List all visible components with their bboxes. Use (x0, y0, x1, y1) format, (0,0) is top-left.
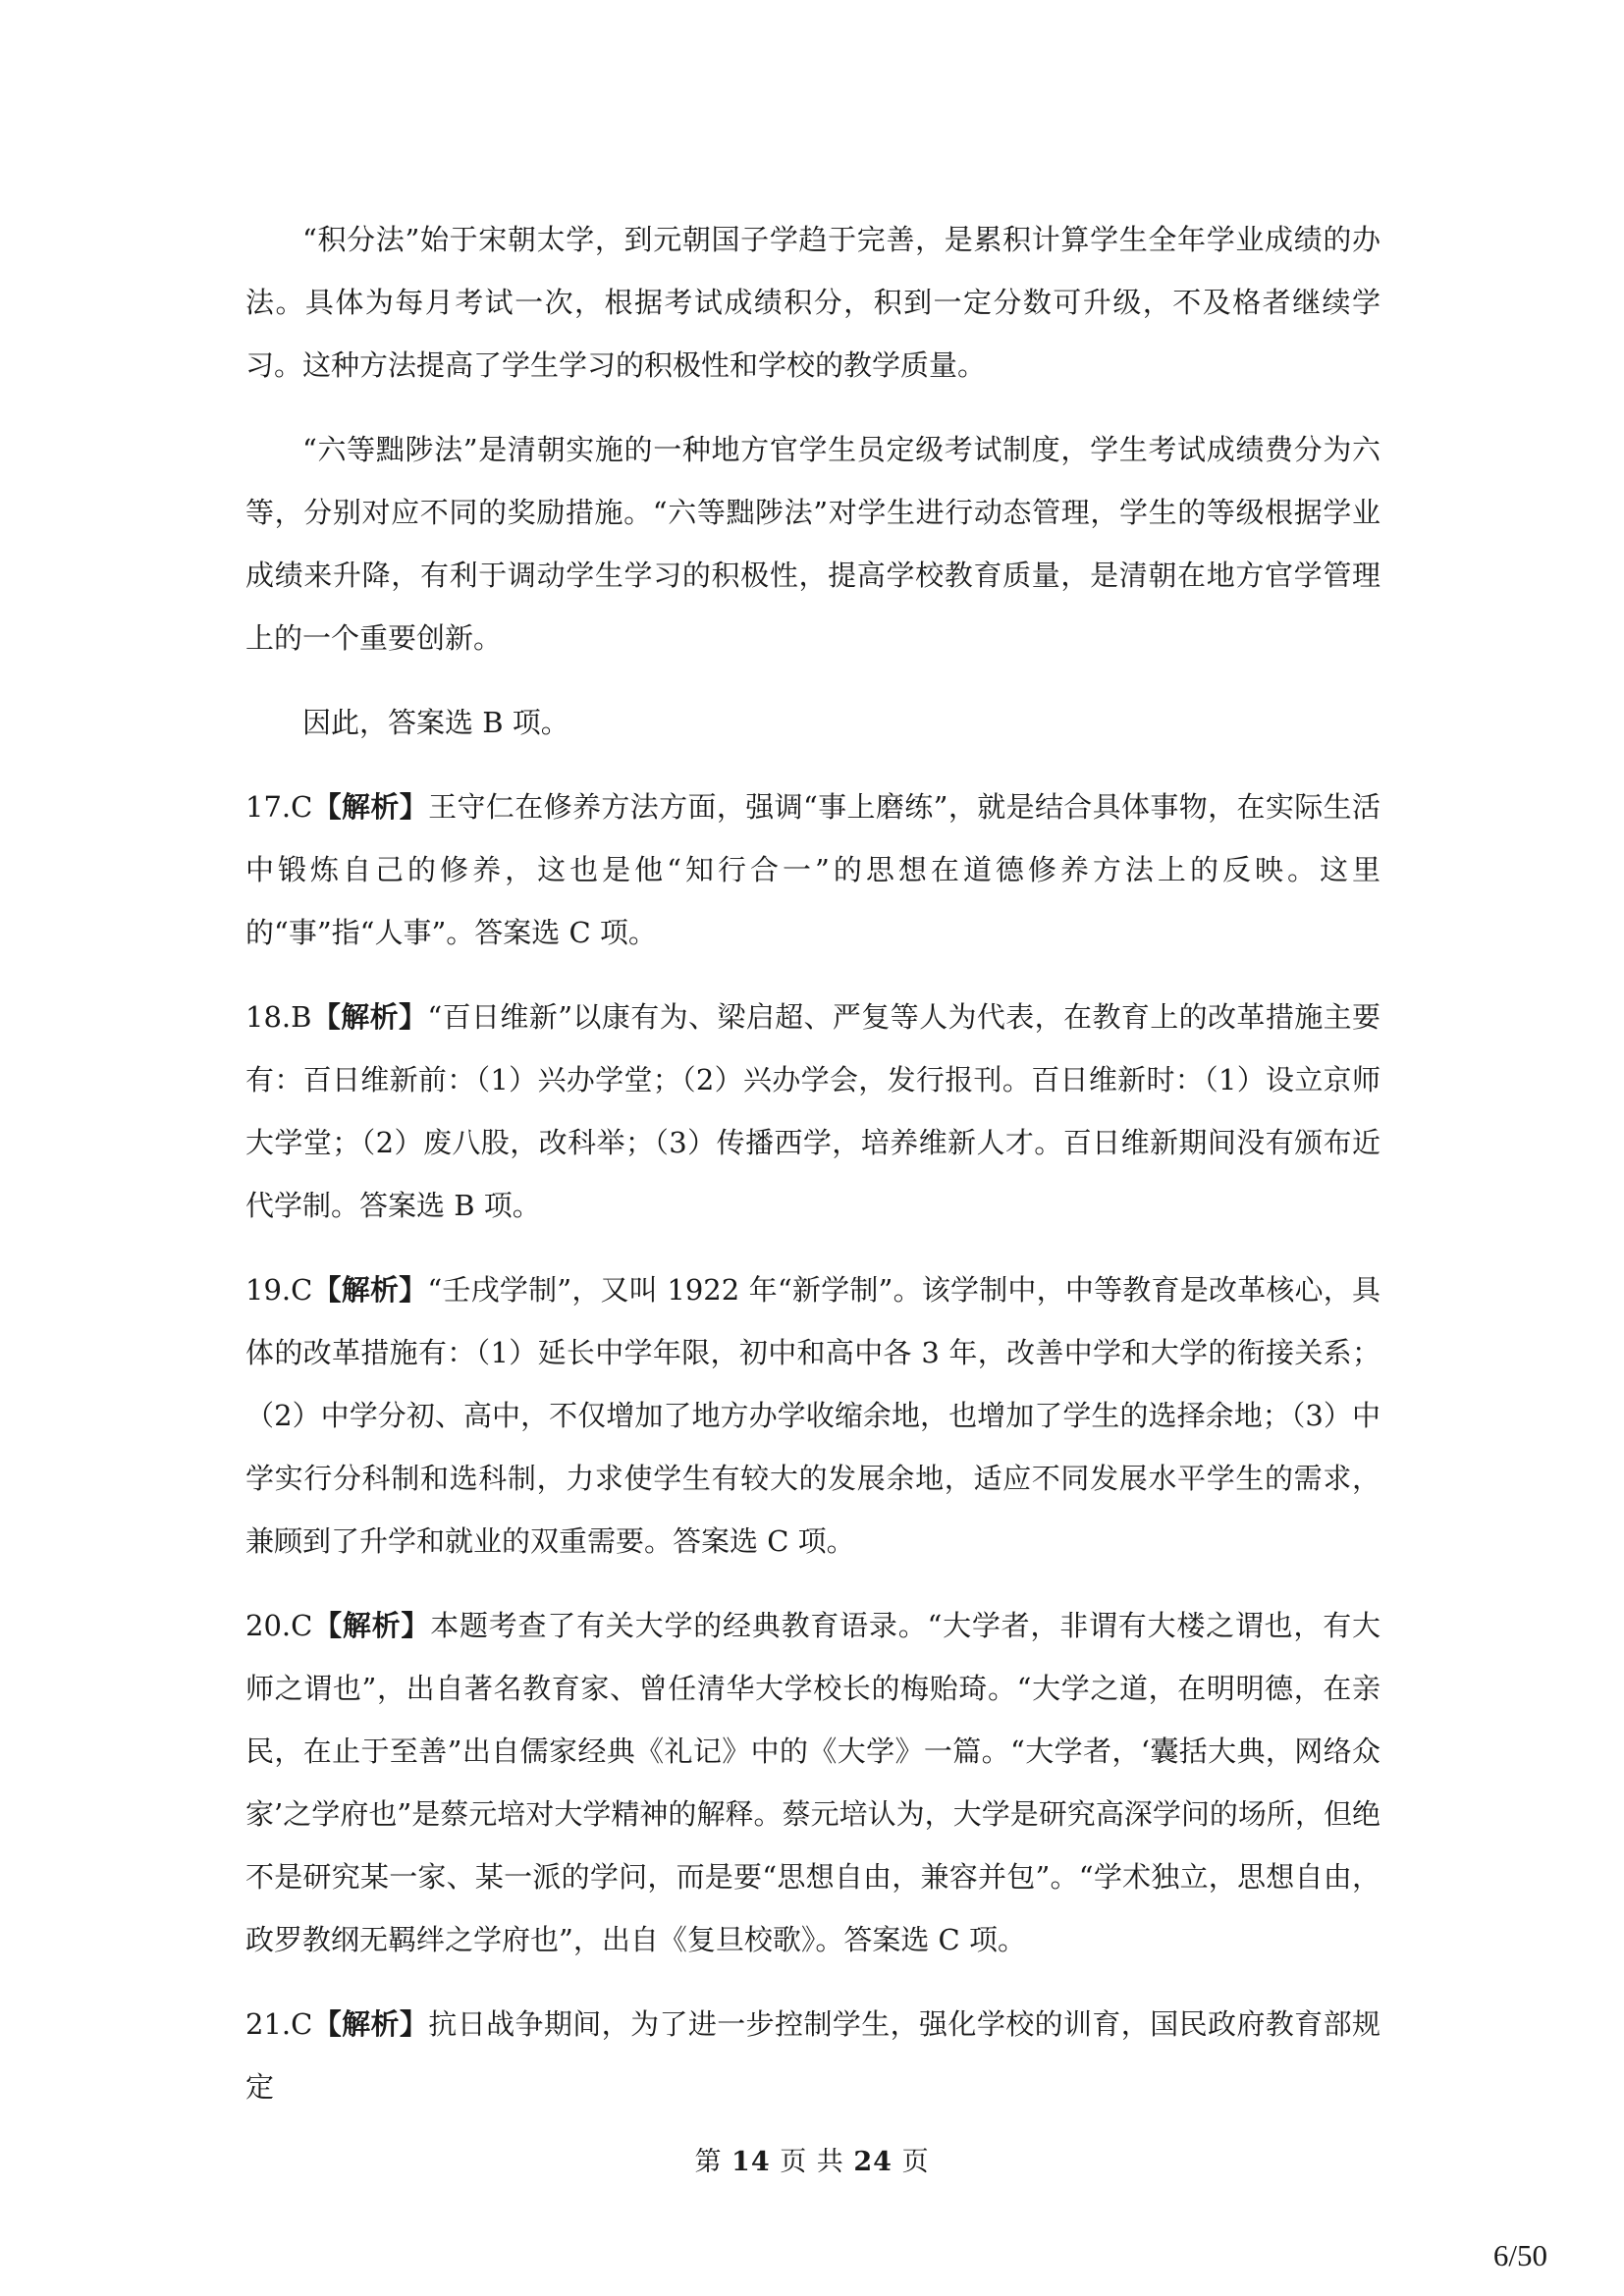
question-number: 19.C (245, 1273, 313, 1307)
question-number: 20.C (245, 1609, 313, 1642)
total-page-number: 24 (853, 2147, 893, 2177)
answer-19 (245, 1258, 1380, 1573)
answer-18 (245, 986, 1380, 1237)
paragraph-conclusion: 因此，答案选 B 项。 (302, 706, 569, 739)
analysis-label: 【解析】 (312, 1273, 428, 1307)
analysis-label: 【解析】 (312, 2007, 429, 2041)
paragraph-jifenfa: “积分法”始于宋朝太学，到元朝国子学趋于完善，是累积计算学生全年学业成绩的办法。具体为每月考试一次，根据考试成绩积分，积到一定分数可升级，不及格者继续学习。这种方法提高了学生学习的积极性和学校的教学质量。 (245, 223, 1380, 382)
footer-prefix: 第 (694, 2147, 723, 2177)
paragraph-liudeng: “六等黜陟法”是清朝实施的一种地方官学生员定级考试制度，学生考试成绩费分为六等，分别对应不同的奖励措施。“六等黜陟法”对学生进行动态管理，学生的等级根据学业成绩来升降，有利于调动学生学习的积极性，提高学校教育质量，是清朝在地方官学管理上的一个重要创新。 (245, 433, 1380, 655)
answer-21 (245, 1993, 1380, 2118)
answer-text: 抗日战争期间，为了进一步控制学生，强化学校的训育，国民政府教育部规定 (245, 2007, 1380, 2104)
footer-middle: 页 共 (780, 2147, 844, 2177)
answer-20 (245, 1594, 1380, 1971)
document-body (245, 208, 1380, 2140)
answer-17 (245, 775, 1380, 964)
answer-text: 本题考查了有关大学的经典教育语录。“大学者，非谓有大楼之谓也，有大师之谓也”，出自著名教育家、曾任清华大学校长的梅贻琦。“大学之道，在明明德，在亲民，在止于至善”出自儒家经典《礼记》中的《大学》一篇。“大学者，‘囊括大典，网络众家’之学府也”是蔡元培对大学精神的解释。蔡元培认为，大学是研究高深学问的场所，但绝不是研究某一家、某一派的学问，而是要“思想自由，兼容并包”。“学术独立，思想自由，政罗教纲无羁绊之学府也”，出自《复旦校歌》。答案选 C 项。 (245, 1609, 1380, 1956)
analysis-label: 【解析】 (312, 790, 429, 824)
question-number: 17.C (245, 790, 313, 824)
analysis-label: 【解析】 (312, 1609, 431, 1642)
answer-text: 王守仁在修养方法方面，强调“事上磨练”，就是结合具体事物，在实际生活中锻炼自己的修养，这也是他“知行合一”的思想在道德修养方法上的反映。这里的“事”指“人事”。答案选 C 项。 (245, 790, 1380, 949)
viewer-page-counter: 6/50 (1492, 2238, 1547, 2272)
page-footer (0, 2140, 1624, 2178)
answer-text: “百日维新”以康有为、梁启超、严复等人为代表，在教育上的改革措施主要有：百日维新前：（1）兴办学堂；（2）兴办学会，发行报刊。百日维新时：（1）设立京师大学堂；（2）废八股，改科举；（3）传播西学，培养维新人才。百日维新期间没有颁布近代学制。答案选 B 项。 (245, 1000, 1380, 1222)
current-page-number: 14 (731, 2147, 771, 2177)
question-number: 21.C (245, 2007, 313, 2041)
answer-text: “壬戌学制”，又叫 1922 年“新学制”。该学制中，中等教育是改革核心，具体的改革措施有：（1）延长中学年限，初中和高中各 3 年，改善中学和大学的衔接关系；（2）中学分初、高中，不仅增加了地方办学收缩余地，也增加了学生的选择余地；（3）中学实行分科制和选科制，力求使学生有较大的发展余地，适应不同发展水平学生的需求，兼顾到了升学和就业的双重需要。答案选 C 项。 (245, 1273, 1380, 1558)
analysis-label: 【解析】 (311, 1000, 428, 1034)
question-number: 18.B (245, 1000, 312, 1034)
footer-suffix: 页 (901, 2147, 930, 2177)
